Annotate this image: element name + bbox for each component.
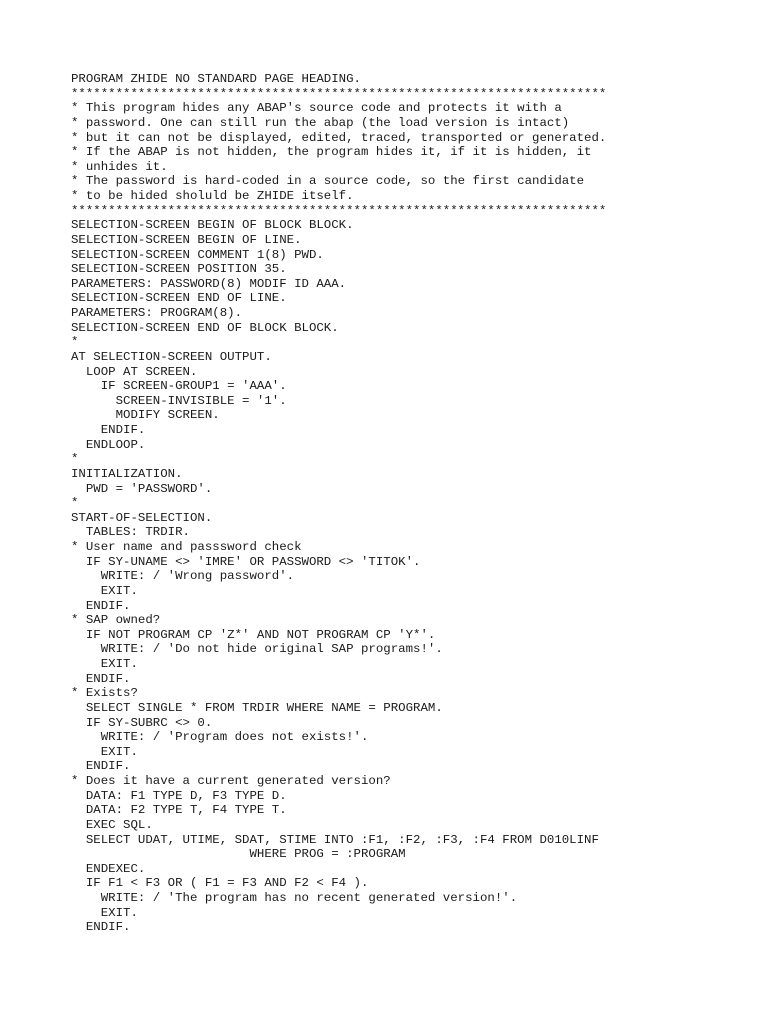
code-line: DATA: F2 TYPE T, F4 TYPE T. bbox=[71, 803, 287, 818]
code-line: PROGRAM ZHIDE NO STANDARD PAGE HEADING. bbox=[71, 72, 361, 86]
code-line: * SAP owned? bbox=[71, 613, 161, 628]
code-line: * but it can not be displayed, edited, traced, transported or generated. bbox=[71, 130, 607, 145]
code-line: INITIALIZATION. bbox=[71, 466, 183, 481]
code-line: MODIFY SCREEN. bbox=[71, 408, 220, 423]
code-line: SELECTION-SCREEN BEGIN OF BLOCK BLOCK. bbox=[71, 218, 354, 233]
code-line: PWD = 'PASSWORD'. bbox=[71, 481, 213, 496]
code-line: ************************************************************************ bbox=[71, 86, 607, 101]
code-line: * unhides it. bbox=[71, 159, 168, 174]
code-line: * Does it have a current generated version? bbox=[71, 774, 391, 788]
code-line: ENDIF. bbox=[71, 598, 131, 613]
code-line: ENDEXEC. bbox=[71, 861, 146, 876]
code-line: EXIT. bbox=[71, 905, 138, 920]
code-line: * Exists? bbox=[71, 686, 138, 701]
code-line: * bbox=[71, 335, 79, 350]
code-line: SELECTION-SCREEN END OF BLOCK BLOCK. bbox=[71, 320, 339, 335]
code-line: WHERE PROG = :PROGRAM bbox=[71, 847, 406, 862]
code-line: IF SY-SUBRC <> 0. bbox=[71, 715, 213, 730]
code-line: EXIT. bbox=[71, 657, 138, 671]
code-line: ENDLOOP. bbox=[71, 437, 146, 452]
source-code-listing bbox=[71, 72, 606, 935]
code-line: ENDIF. bbox=[71, 920, 131, 935]
code-line: IF F1 < F3 OR ( F1 = F3 AND F2 < F4 ). bbox=[71, 876, 369, 891]
code-line: LOOP AT SCREEN. bbox=[71, 364, 198, 379]
code-line: AT SELECTION-SCREEN OUTPUT. bbox=[71, 349, 272, 364]
code-line: WRITE: / 'The program has no recent generated version!'. bbox=[71, 891, 518, 905]
code-line: DATA: F1 TYPE D, F3 TYPE D. bbox=[71, 788, 287, 803]
code-line: ENDIF. bbox=[71, 759, 131, 774]
code-line: ENDIF. bbox=[71, 671, 131, 686]
code-line: SELECT SINGLE * FROM TRDIR WHERE NAME = PROGRAM. bbox=[71, 700, 443, 715]
code-line: IF SY-UNAME <> 'IMRE' OR PASSWORD <> 'TITOK'. bbox=[71, 554, 421, 569]
code-line: * User name and passsword check bbox=[71, 540, 302, 554]
code-line: WRITE: / 'Do not hide original SAP programs!'. bbox=[71, 642, 443, 657]
code-line: * bbox=[71, 452, 79, 467]
code-line: SELECT UDAT, UTIME, SDAT, STIME INTO :F1, :F2, :F3, :F4 FROM D010LINF bbox=[71, 832, 599, 847]
code-line: ENDIF. bbox=[71, 423, 146, 437]
code-line: * The password is hard-coded in a source code, so the first candidate bbox=[71, 174, 585, 189]
code-line: * password. One can still run the abap (the load version is intact) bbox=[71, 115, 570, 130]
code-line: EXEC SQL. bbox=[71, 817, 153, 832]
code-line: PARAMETERS: PASSWORD(8) MODIF ID AAA. bbox=[71, 276, 347, 291]
code-line: IF SCREEN-GROUP1 = 'AAA'. bbox=[71, 379, 287, 394]
code-line: START-OF-SELECTION. bbox=[71, 510, 213, 525]
code-line: TABLES: TRDIR. bbox=[71, 525, 190, 540]
code-line: IF NOT PROGRAM CP 'Z*' AND NOT PROGRAM CP 'Y*'. bbox=[71, 627, 436, 642]
code-line: WRITE: / 'Wrong password'. bbox=[71, 569, 295, 584]
code-line: * If the ABAP is not hidden, the program hides it, if it is hidden, it bbox=[71, 145, 592, 160]
code-line: * bbox=[71, 496, 79, 511]
code-line: SELECTION-SCREEN POSITION 35. bbox=[71, 262, 287, 277]
code-line: SCREEN-INVISIBLE = '1'. bbox=[71, 393, 287, 408]
code-line: SELECTION-SCREEN COMMENT 1(8) PWD. bbox=[71, 247, 324, 262]
code-line: * to be hided sholuld be ZHIDE itself. bbox=[71, 189, 354, 203]
code-line: WRITE: / 'Program does not exists!'. bbox=[71, 730, 369, 745]
code-line: SELECTION-SCREEN BEGIN OF LINE. bbox=[71, 232, 302, 247]
code-line: * This program hides any ABAP's source code and protects it with a bbox=[71, 101, 562, 116]
code-line: ************************************************************************ bbox=[71, 203, 607, 218]
code-line: EXIT. bbox=[71, 744, 138, 759]
code-line: EXIT. bbox=[71, 583, 138, 598]
code-line: SELECTION-SCREEN END OF LINE. bbox=[71, 291, 287, 306]
code-line: PARAMETERS: PROGRAM(8). bbox=[71, 306, 243, 320]
